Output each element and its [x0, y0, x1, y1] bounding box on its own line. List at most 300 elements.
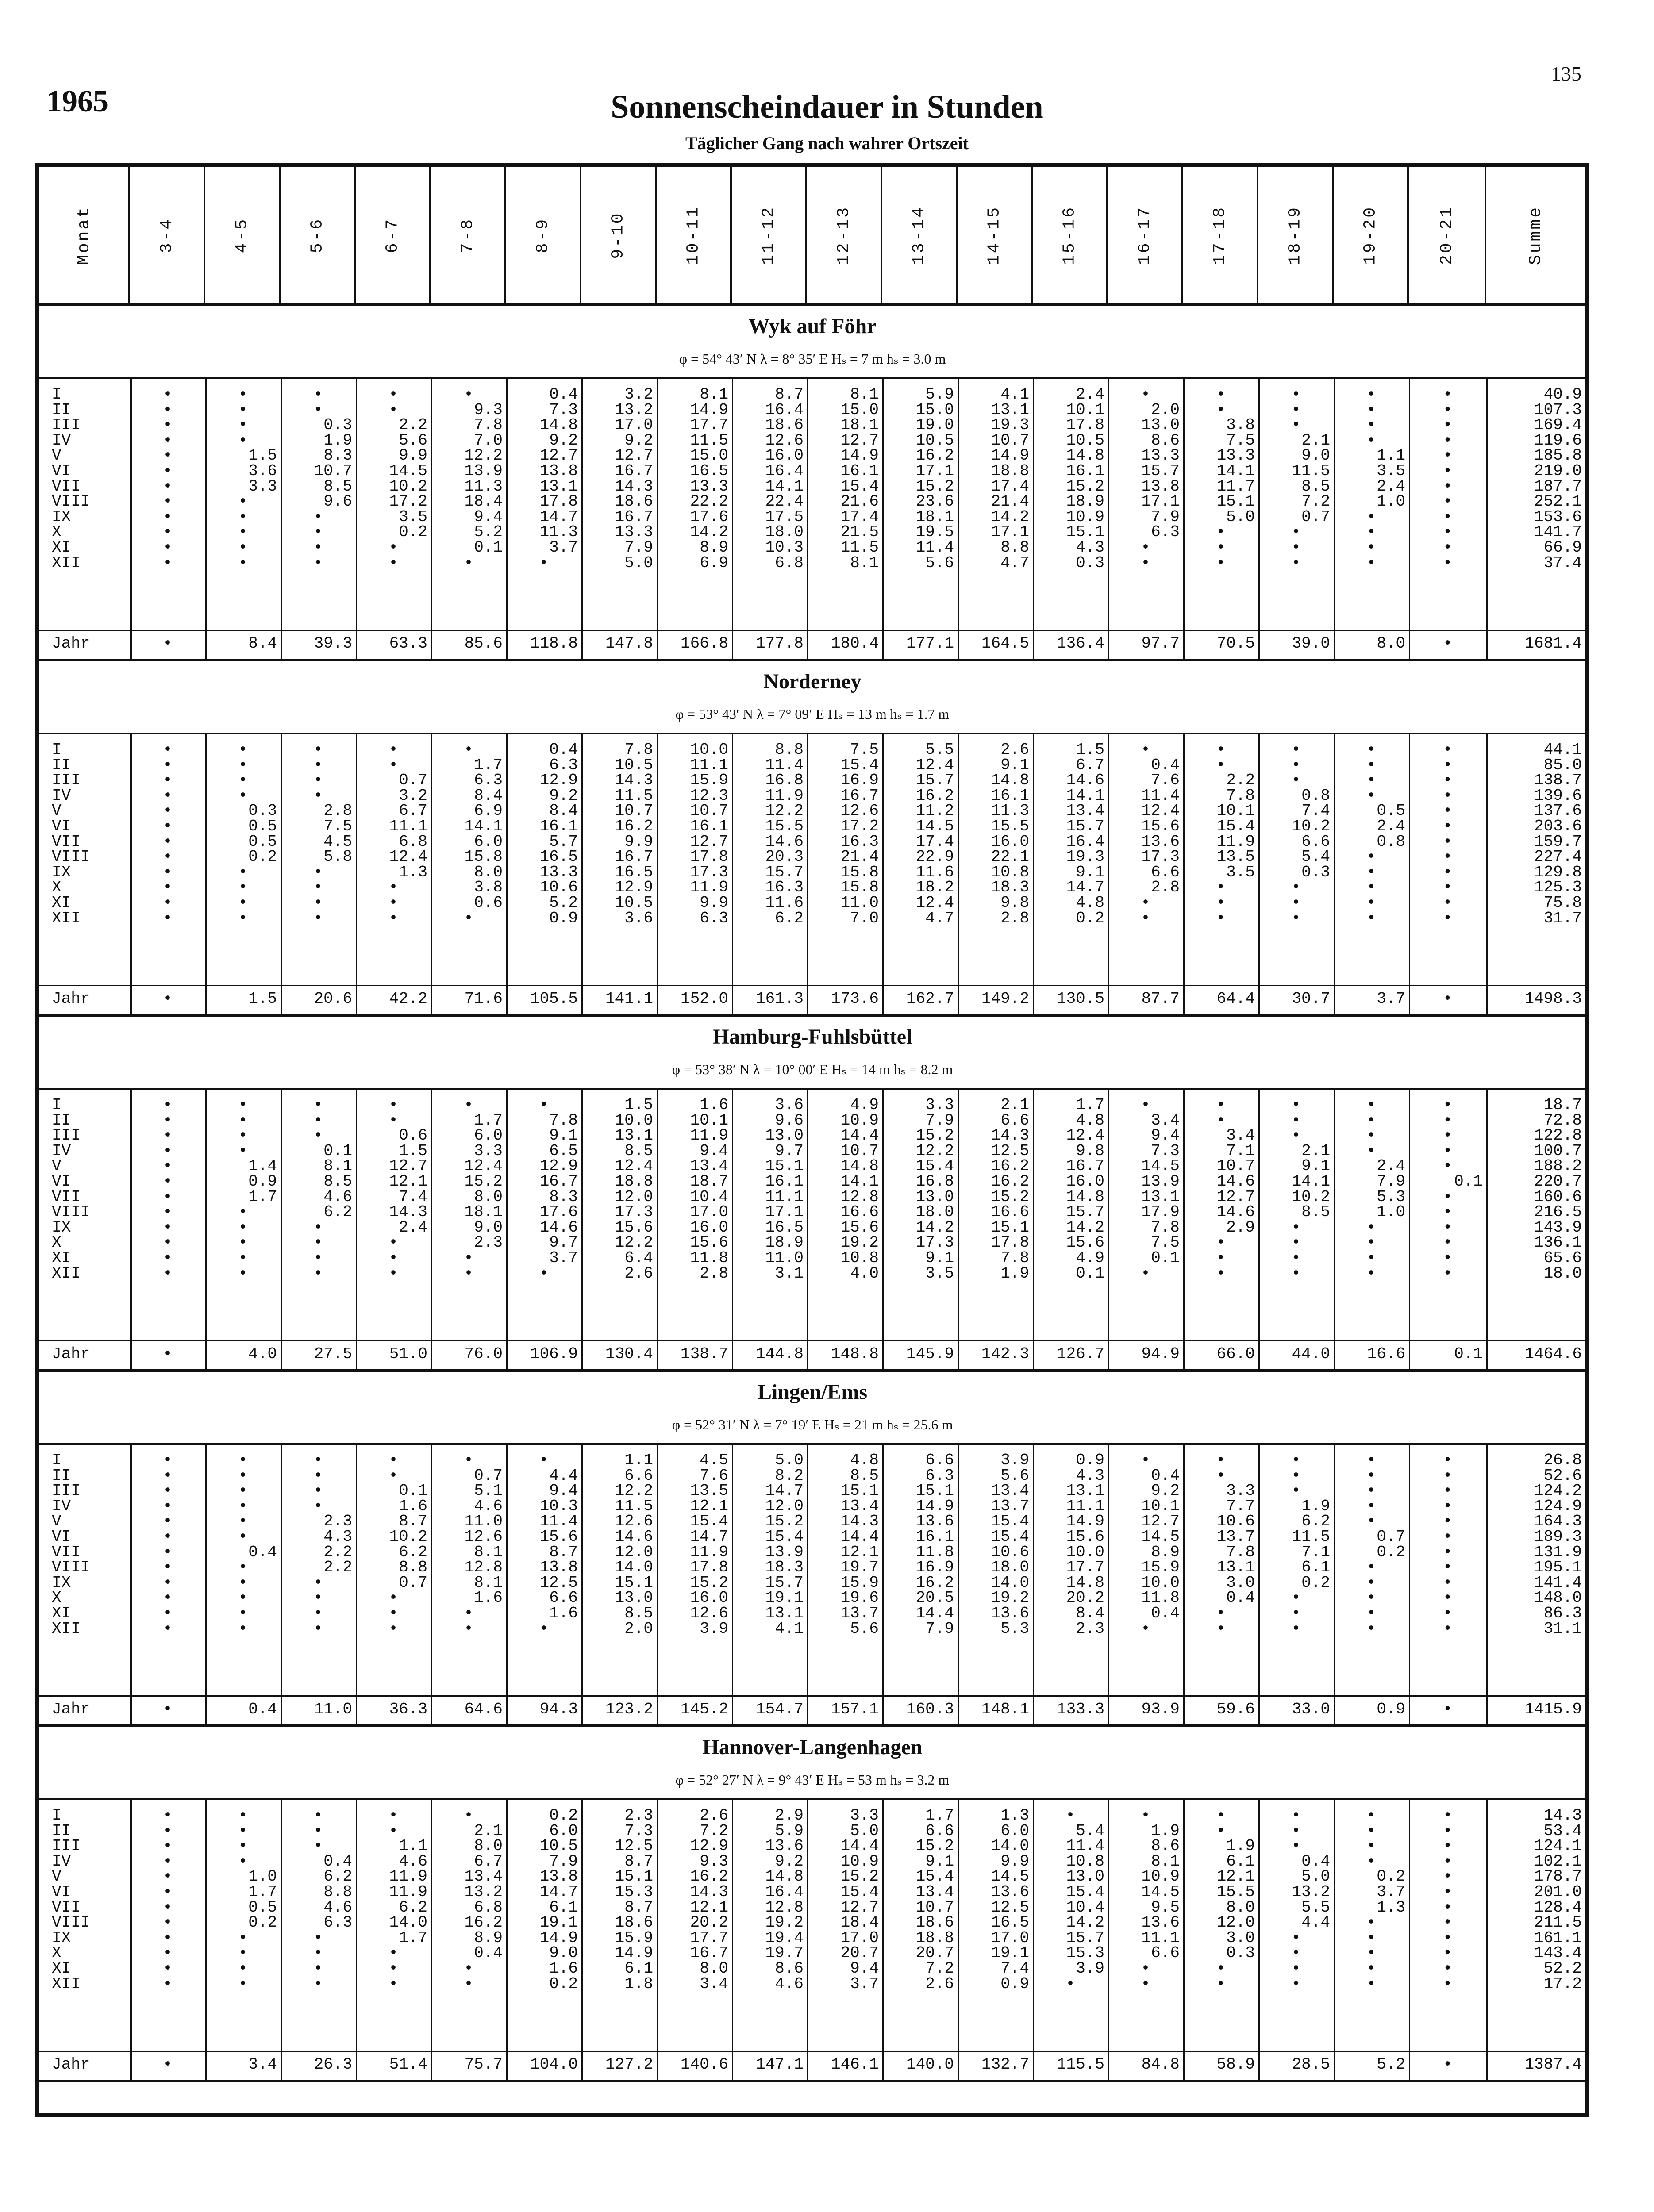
value-cell: 0.2 — [549, 1806, 578, 1824]
value-cell: • — [238, 1203, 248, 1221]
value-cell: 18.7 — [1543, 1096, 1582, 1114]
value-cell: • — [1442, 553, 1453, 572]
value-cell: • — [1141, 1096, 1150, 1114]
month-row — [39, 865, 1585, 879]
value-cell: 0.2 — [399, 523, 427, 541]
month-row — [39, 758, 1585, 772]
value-cell: 12.1 — [690, 1497, 728, 1515]
value-cell: • — [1216, 1806, 1226, 1824]
value-cell: 14.8 — [1066, 1573, 1104, 1592]
station-name: Lingen/Ems — [757, 1380, 868, 1404]
value-cell: • — [1216, 553, 1226, 572]
value-cell: 17.0 — [690, 1203, 728, 1221]
value-cell: 125.3 — [1534, 878, 1582, 897]
value-cell: 13.6 — [765, 1837, 804, 1855]
value-cell: 133.3 — [1056, 1700, 1104, 1718]
value-cell: 19.0 — [915, 416, 954, 434]
value-cell: 5.0 — [850, 1821, 879, 1840]
value-cell: 13.2 — [1292, 1883, 1330, 1901]
value-cell: 153.6 — [1534, 507, 1582, 526]
value-cell: 0.4 — [1226, 1589, 1255, 1607]
value-cell: • — [1442, 848, 1453, 866]
value-cell: • — [1366, 1466, 1376, 1485]
value-cell: • — [1291, 1096, 1301, 1114]
value-cell: 52.6 — [1543, 1466, 1582, 1485]
value-cell: • — [163, 400, 173, 419]
month-label: VIII — [52, 848, 90, 866]
value-cell: • — [1291, 1126, 1301, 1145]
value-cell: • — [1366, 416, 1376, 434]
value-cell: 8.8 — [323, 1883, 352, 1901]
value-cell: • — [1442, 1111, 1453, 1129]
value-cell: • — [1291, 1619, 1301, 1638]
value-cell: • — [1291, 741, 1301, 759]
value-cell: 16.2 — [915, 446, 954, 465]
value-cell: • — [313, 1619, 323, 1638]
value-cell: 6.9 — [700, 553, 728, 572]
value-cell: • — [388, 1589, 398, 1607]
value-cell: 15.1 — [1216, 492, 1255, 511]
value-cell: 12.6 — [464, 1528, 503, 1546]
value-cell: 2.2 — [1226, 771, 1255, 790]
value-cell: • — [388, 909, 398, 927]
value-cell: • — [238, 1497, 248, 1515]
value-cell: 17.3 — [1141, 848, 1180, 866]
value-cell: • — [1366, 1821, 1376, 1840]
value-cell: 0.2 — [549, 1974, 578, 1993]
value-cell: 12.1 — [1216, 1867, 1255, 1886]
value-cell: • — [1291, 538, 1301, 557]
value-cell: 12.6 — [690, 1604, 728, 1622]
value-cell: 16.2 — [991, 1157, 1029, 1175]
value-cell: 16.1 — [690, 817, 728, 835]
value-cell: 11.5 — [840, 538, 879, 557]
value-cell: • — [1366, 1589, 1376, 1607]
station-coordinates: φ = 52° 31′ N λ = 7° 19′ E Hₛ = 21 m hₛ = 25.6 m — [672, 1417, 953, 1432]
value-cell: 18.4 — [464, 492, 503, 511]
station-block — [39, 1727, 1585, 2082]
value-cell: • — [1442, 990, 1453, 1008]
value-cell: 7.8 — [549, 1111, 578, 1129]
value-cell: • — [1366, 786, 1376, 805]
value-cell: 16.9 — [915, 1558, 954, 1577]
value-cell: 15.2 — [915, 1126, 954, 1145]
value-cell: • — [163, 492, 173, 511]
value-cell: • — [163, 1806, 173, 1824]
value-cell: 15.6 — [539, 1528, 578, 1546]
value-cell: 12.9 — [539, 771, 578, 790]
value-cell: 14.6 — [615, 1528, 653, 1546]
value-cell: • — [238, 1249, 248, 1267]
value-cell: 4.3 — [323, 1528, 352, 1546]
value-cell: 0.4 — [323, 1852, 352, 1870]
month-label: I — [52, 1451, 62, 1469]
value-cell: 11.8 — [1141, 1589, 1180, 1607]
value-cell: 105.5 — [530, 990, 578, 1008]
value-cell: • — [1366, 385, 1376, 403]
value-cell: 3.7 — [1377, 1883, 1405, 1901]
value-cell: 0.2 — [1377, 1543, 1405, 1561]
month-label: X — [52, 1233, 62, 1252]
value-cell: 51.4 — [389, 2055, 427, 2074]
value-cell: 10.9 — [840, 1111, 879, 1129]
value-cell: • — [1216, 1111, 1226, 1129]
value-cell: 14.7 — [765, 1482, 804, 1500]
value-cell: • — [163, 1883, 173, 1901]
value-cell: • — [238, 741, 248, 759]
value-cell: 20.6 — [314, 990, 352, 1008]
value-cell: 0.1 — [1454, 1345, 1483, 1363]
month-row — [39, 1974, 1585, 1993]
value-cell: • — [163, 1203, 173, 1221]
value-cell: • — [163, 1821, 173, 1840]
column-header-label: 10-11 — [684, 205, 703, 265]
value-cell: 18.6 — [915, 1913, 954, 1932]
value-cell: • — [1291, 400, 1301, 419]
value-cell: 3.4 — [1226, 1126, 1255, 1145]
value-cell: 6.7 — [1076, 756, 1104, 774]
value-cell: 15.4 — [915, 1867, 954, 1886]
value-cell: 17.3 — [615, 1203, 653, 1221]
value-cell: 7.9 — [549, 1852, 578, 1870]
value-cell: 3.6 — [248, 462, 277, 480]
value-cell: 161.3 — [755, 990, 804, 1008]
value-cell: 123.2 — [605, 1700, 653, 1718]
value-cell: 124.1 — [1534, 1837, 1582, 1855]
column-header-label: 3-4 — [157, 217, 177, 253]
value-cell: 10.9 — [1066, 507, 1104, 526]
value-cell: 9.3 — [474, 400, 503, 419]
value-cell: • — [1366, 1096, 1376, 1114]
value-cell: 115.5 — [1056, 2055, 1104, 2074]
value-cell: 22.2 — [690, 492, 728, 511]
value-cell: 12.4 — [915, 756, 954, 774]
value-cell: 11.5 — [690, 431, 728, 449]
value-cell: 53.4 — [1543, 1821, 1582, 1840]
value-cell: 1.0 — [248, 1867, 277, 1886]
value-cell: 17.4 — [840, 507, 879, 526]
value-cell: 12.5 — [539, 1573, 578, 1592]
value-cell: 4.6 — [323, 1898, 352, 1916]
value-cell: 14.7 — [690, 1528, 728, 1546]
value-cell: 2.8 — [323, 802, 352, 820]
value-cell: 1.7 — [1076, 1096, 1104, 1114]
value-cell: 17.9 — [1141, 1203, 1180, 1221]
value-cell: • — [1442, 1528, 1453, 1546]
value-cell: 17.0 — [840, 1928, 879, 1947]
value-cell: 75.8 — [1543, 894, 1582, 912]
value-cell: 0.2 — [248, 1913, 277, 1932]
month-row — [39, 540, 1585, 555]
value-cell: • — [163, 1700, 173, 1718]
value-cell: • — [238, 1974, 248, 1993]
month-row — [39, 507, 1585, 526]
value-cell: 6.6 — [624, 1466, 653, 1485]
value-cell: • — [1442, 462, 1453, 480]
value-cell: 8.1 — [474, 1543, 503, 1561]
value-cell: 0.1 — [323, 1141, 352, 1160]
value-cell: 23.6 — [915, 492, 954, 511]
month-label: II — [52, 1821, 71, 1840]
month-row — [39, 464, 1585, 478]
value-cell: • — [313, 1974, 323, 1993]
value-cell: 9.8 — [1076, 1141, 1104, 1160]
month-label: VI — [52, 1172, 71, 1190]
value-cell: 3.8 — [1226, 416, 1255, 434]
value-cell: 6.3 — [549, 756, 578, 774]
value-cell: • — [388, 894, 398, 912]
value-cell: • — [1291, 1218, 1301, 1237]
value-cell: 16.5 — [615, 863, 653, 881]
month-label: X — [52, 1944, 62, 1962]
value-cell: 5.2 — [549, 894, 578, 912]
value-cell: 8.3 — [323, 446, 352, 465]
value-cell: • — [163, 756, 173, 774]
value-cell: • — [313, 1111, 323, 1129]
value-cell: • — [163, 1944, 173, 1962]
value-cell: 12.7 — [615, 446, 653, 465]
value-cell: 6.3 — [1151, 523, 1180, 541]
value-cell: • — [388, 1821, 398, 1840]
month-row — [39, 1499, 1585, 1513]
value-cell: 3.9 — [1000, 1451, 1029, 1469]
value-cell: 5.0 — [624, 553, 653, 572]
value-cell: 1.5 — [1076, 741, 1104, 759]
value-cell: 12.9 — [539, 1157, 578, 1175]
value-cell: • — [1141, 1619, 1150, 1638]
value-cell: 1.3 — [1000, 1806, 1029, 1824]
value-cell: 26.8 — [1543, 1451, 1582, 1469]
value-cell: 15.7 — [1066, 817, 1104, 835]
value-cell: • — [1216, 1451, 1226, 1469]
value-cell: • — [388, 1959, 398, 1978]
value-cell: 0.7 — [399, 771, 427, 790]
value-cell: 18.3 — [765, 1558, 804, 1577]
value-cell: • — [1291, 1821, 1301, 1840]
value-cell: • — [238, 523, 248, 541]
value-cell: 17.0 — [991, 1928, 1029, 1947]
value-cell: 9.2 — [549, 431, 578, 449]
value-cell: • — [464, 1264, 473, 1283]
value-cell: 15.4 — [840, 756, 879, 774]
value-cell: 8.0 — [700, 1959, 728, 1978]
month-label: VI — [52, 817, 71, 835]
value-cell: 15.7 — [915, 771, 954, 790]
value-cell: • — [1216, 1959, 1226, 1978]
value-cell: 3.7 — [1377, 990, 1405, 1008]
value-cell: • — [1442, 1573, 1453, 1592]
value-cell: 6.6 — [1301, 832, 1330, 851]
value-cell: 7.0 — [850, 909, 879, 927]
value-cell: 7.5 — [850, 741, 879, 759]
column-header — [958, 167, 1033, 303]
value-cell: 22.1 — [991, 848, 1029, 866]
value-cell: 12.7 — [1141, 1512, 1180, 1531]
value-cell: 12.6 — [840, 802, 879, 820]
value-cell: • — [1216, 909, 1226, 927]
value-cell: 7.9 — [925, 1619, 954, 1638]
value-cell: 3.6 — [775, 1096, 804, 1114]
value-cell: 6.0 — [1000, 1821, 1029, 1840]
month-label: VII — [52, 1898, 81, 1916]
value-cell: 9.4 — [549, 1482, 578, 1500]
value-cell: 19.1 — [539, 1913, 578, 1932]
column-header — [581, 167, 657, 303]
value-cell: 4.8 — [1076, 1111, 1104, 1129]
value-cell: 15.2 — [464, 1172, 503, 1190]
value-cell: 14.9 — [539, 1928, 578, 1947]
value-cell: 13.6 — [991, 1883, 1029, 1901]
column-header-label: 6-7 — [383, 217, 402, 253]
value-cell: 19.2 — [765, 1913, 804, 1932]
value-cell: 11.3 — [464, 477, 503, 495]
value-cell: 2.4 — [1377, 1157, 1405, 1175]
value-cell: • — [238, 1482, 248, 1500]
value-cell: 15.9 — [1141, 1558, 1180, 1577]
value-cell: 14.5 — [915, 817, 954, 835]
value-cell: • — [313, 863, 323, 881]
value-cell: 7.3 — [624, 1821, 653, 1840]
value-cell: 11.9 — [765, 786, 804, 805]
month-row — [39, 1560, 1585, 1575]
value-cell: 1681.4 — [1524, 634, 1582, 653]
value-cell: 2.6 — [1000, 741, 1029, 759]
value-cell: 9.0 — [474, 1218, 503, 1237]
value-cell: 14.5 — [991, 1867, 1029, 1886]
value-cell: 14.9 — [615, 1944, 653, 1962]
value-cell: • — [163, 477, 173, 495]
value-cell: 14.6 — [539, 1218, 578, 1237]
value-cell: • — [1065, 1974, 1075, 1993]
value-cell: 13.1 — [991, 400, 1029, 419]
value-cell: • — [1366, 1959, 1376, 1978]
value-cell: 6.6 — [925, 1821, 954, 1840]
value-cell: 8.7 — [775, 385, 804, 403]
value-cell: 52.2 — [1543, 1959, 1582, 1978]
value-cell: 3.3 — [850, 1806, 879, 1824]
value-cell: 227.4 — [1534, 848, 1582, 866]
value-cell: 178.7 — [1534, 1867, 1582, 1886]
value-cell: 14.3 — [690, 1883, 728, 1901]
value-cell: • — [539, 1264, 549, 1283]
value-cell: 12.4 — [1141, 802, 1180, 820]
value-cell: 17.4 — [991, 477, 1029, 495]
value-cell: 11.4 — [765, 756, 804, 774]
value-cell: • — [388, 1466, 398, 1485]
value-cell: 1.7 — [925, 1806, 954, 1824]
month-label: XI — [52, 1959, 71, 1978]
value-cell: 0.9 — [1000, 1974, 1029, 1993]
month-row — [39, 1174, 1585, 1189]
month-row — [39, 1885, 1585, 1899]
value-cell: 104.0 — [530, 2055, 578, 2074]
value-cell: 4.0 — [248, 1345, 277, 1363]
value-cell: • — [1442, 1883, 1453, 1901]
column-header — [281, 167, 356, 303]
month-label: VIII — [52, 1558, 90, 1577]
value-cell: 10.7 — [690, 802, 728, 820]
value-cell: • — [238, 1589, 248, 1607]
value-cell: 15.3 — [1066, 1944, 1104, 1962]
value-cell: 14.4 — [915, 1604, 954, 1622]
value-cell: 130.4 — [605, 1345, 653, 1363]
value-cell: 16.1 — [539, 817, 578, 835]
value-cell: • — [163, 1959, 173, 1978]
value-cell: 173.6 — [831, 990, 879, 1008]
value-cell: 11.9 — [690, 1543, 728, 1561]
value-cell: • — [1366, 523, 1376, 541]
value-cell: 17.2 — [1543, 1974, 1582, 1993]
value-cell: 12.4 — [464, 1157, 503, 1175]
value-cell: 15.9 — [615, 1928, 653, 1947]
value-cell: 5.6 — [850, 1619, 879, 1638]
value-cell: 0.3 — [323, 416, 352, 434]
month-row — [39, 1453, 1585, 1467]
value-cell: 16.4 — [765, 462, 804, 480]
value-cell: 124.2 — [1534, 1482, 1582, 1500]
value-cell: 15.4 — [991, 1512, 1029, 1531]
value-cell: 6.8 — [399, 832, 427, 851]
month-label: III — [52, 1837, 81, 1855]
value-cell: 137.6 — [1534, 802, 1582, 820]
value-cell: 85.0 — [1543, 756, 1582, 774]
value-cell: 16.2 — [915, 786, 954, 805]
value-cell: • — [1366, 878, 1376, 897]
value-cell: 14.2 — [991, 507, 1029, 526]
value-cell: • — [1442, 786, 1453, 805]
value-cell: • — [1366, 1573, 1376, 1592]
value-cell: 16.0 — [690, 1589, 728, 1607]
value-cell: 8.1 — [850, 553, 879, 572]
value-cell: • — [388, 385, 398, 403]
value-cell: 14.3 — [615, 771, 653, 790]
column-header-label: 8-9 — [533, 217, 553, 253]
value-cell: 106.9 — [530, 1345, 578, 1363]
value-cell: • — [163, 848, 173, 866]
value-cell: 6.2 — [323, 1867, 352, 1886]
value-cell: • — [238, 878, 248, 897]
value-cell: 9.0 — [1301, 446, 1330, 465]
value-cell: 9.1 — [549, 1126, 578, 1145]
value-cell: 6.2 — [399, 1898, 427, 1916]
value-cell: 6.3 — [700, 909, 728, 927]
value-cell: • — [1291, 385, 1301, 403]
value-cell: • — [464, 1604, 473, 1622]
value-cell: • — [163, 1345, 173, 1363]
value-cell: 13.0 — [1141, 416, 1180, 434]
value-cell: 8.7 — [399, 1512, 427, 1531]
month-row — [39, 1187, 1585, 1206]
value-cell: • — [1141, 909, 1150, 927]
value-cell: 130.5 — [1056, 990, 1104, 1008]
station-header — [39, 1372, 1585, 1445]
value-cell: • — [1141, 538, 1150, 557]
value-cell: 9.2 — [775, 1852, 804, 1870]
value-cell: 2.4 — [1076, 385, 1104, 403]
value-cell: 141.4 — [1534, 1573, 1582, 1592]
value-cell: • — [388, 1974, 398, 1993]
value-cell: 11.5 — [615, 786, 653, 805]
month-label: Jahr — [52, 990, 90, 1008]
value-cell: 85.6 — [464, 634, 503, 653]
value-cell: 6.4 — [624, 1249, 653, 1267]
value-cell: 140.6 — [680, 2055, 728, 2074]
value-cell: • — [238, 1096, 248, 1114]
value-cell: 84.8 — [1141, 2055, 1180, 2074]
value-cell: • — [163, 863, 173, 881]
year-total-values — [39, 1347, 1585, 1361]
value-cell: • — [1442, 1928, 1453, 1947]
